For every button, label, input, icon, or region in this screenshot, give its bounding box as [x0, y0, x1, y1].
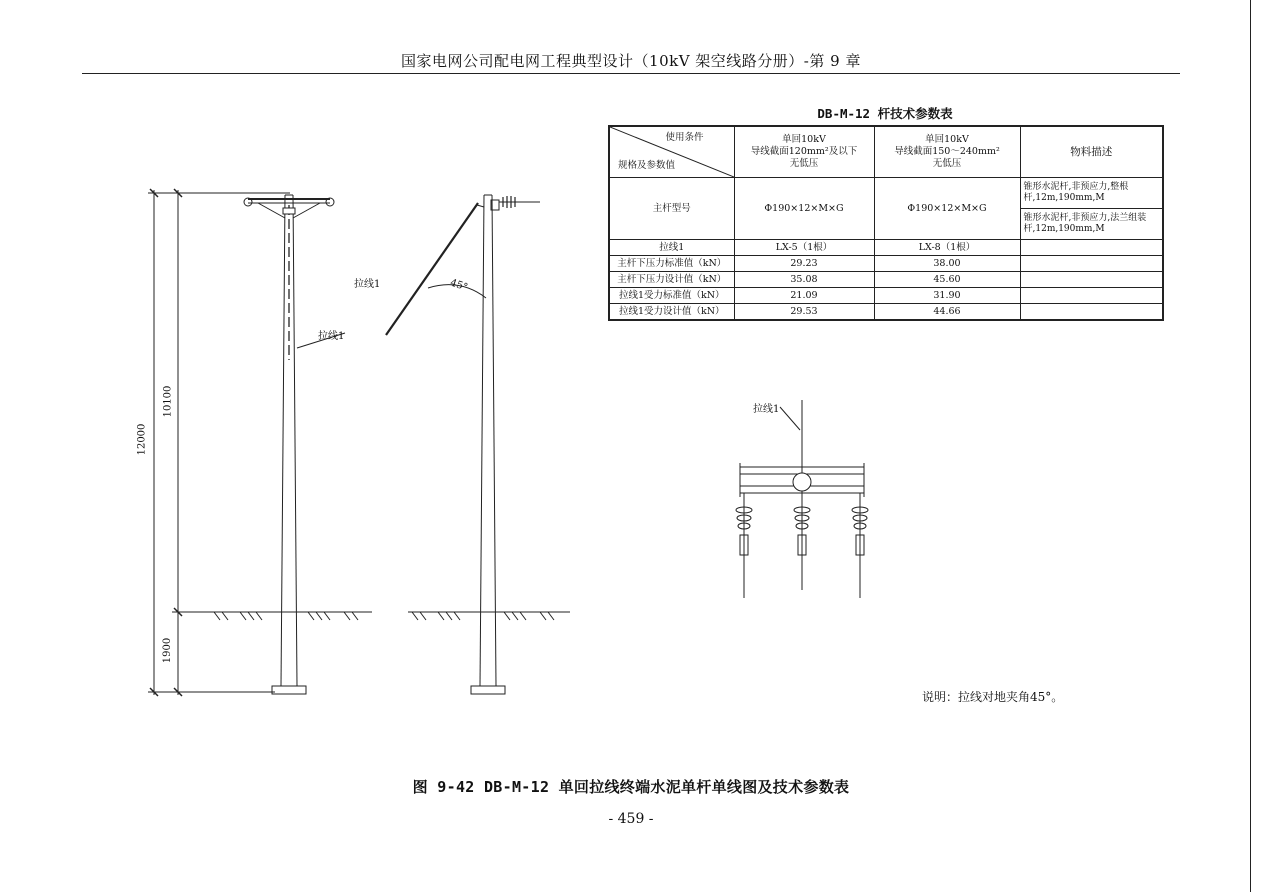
row-label: 拉线1受力标准值（kN）	[609, 288, 734, 304]
row-label: 拉线1	[609, 240, 734, 256]
label-guy-top: 拉线1	[753, 404, 780, 415]
main-pole-label: 主杆型号	[609, 178, 734, 240]
label-guy-front: 拉线1	[318, 331, 345, 342]
column-head-2-line2: 导线截面150～240mm²	[894, 146, 1000, 157]
ground-line-side	[408, 612, 570, 620]
row-value-1: 29.53	[734, 304, 874, 321]
row-label: 拉线1受力设计值（kN）	[609, 304, 734, 321]
row-label: 主杆下压力设计值（kN）	[609, 272, 734, 288]
dimension-total: 12000	[136, 423, 148, 456]
row-value-2: 45.60	[874, 272, 1020, 288]
dimension-buried: 1900	[162, 637, 174, 664]
material-desc-1: 锥形水泥杆,非预应力,整根杆,12m,190mm,M	[1020, 178, 1163, 209]
ground-line-front	[210, 612, 372, 620]
row-value-2: 38.00	[874, 256, 1020, 272]
header-title: 国家电网公司配电网工程典型设计（10kV 架空线路分册）-第 9 章	[401, 52, 861, 70]
column-head-1-line3: 无低压	[789, 158, 819, 169]
column-head-2-line3: 无低压	[932, 158, 962, 169]
figure-caption: 图 9-42 DB-M-12 单回拉线终端水泥单杆单线图及技术参数表	[412, 778, 850, 796]
label-guy-side: 拉线1	[354, 279, 381, 290]
row-value-1: 35.08	[734, 272, 874, 288]
note-text: 说明：拉线对地夹角45°。	[922, 690, 1064, 704]
row-value-1: LX-5（1根）	[734, 240, 874, 256]
insulator-right	[852, 493, 868, 598]
column-head-material: 物料描述	[1020, 126, 1163, 178]
row-value-1: 21.09	[734, 288, 874, 304]
corner-top-label: 使用条件	[665, 132, 704, 143]
page-number: - 459 -	[608, 811, 654, 827]
row-value-2: 44.66	[874, 304, 1020, 321]
insulator-left	[736, 493, 752, 598]
column-head-1-line2: 导线截面120mm²及以下	[750, 146, 858, 157]
angle-label: 45°	[448, 277, 469, 294]
row-value-2: 31.90	[874, 288, 1020, 304]
material-desc-2: 锥形水泥杆,非预应力,法兰组装杆,12m,190mm,M	[1020, 209, 1163, 240]
column-head-2-line1: 单回10kV	[925, 134, 969, 145]
row-value-1: 29.23	[734, 256, 874, 272]
main-pole-value-2: Φ190×12×M×G	[874, 178, 1020, 240]
row-value-2: LX-8（1根）	[874, 240, 1020, 256]
dimension-lines	[148, 189, 290, 696]
main-pole-value-1: Φ190×12×M×G	[734, 178, 874, 240]
top-view-assembly	[736, 400, 868, 598]
row-label: 主杆下压力标准值（kN）	[609, 256, 734, 272]
corner-bottom-label: 规格及参数值	[618, 160, 676, 171]
table-title: DB-M-12 杆技术参数表	[817, 106, 953, 121]
column-head-1-line1: 单回10kV	[782, 134, 826, 145]
dimension-above-ground: 10100	[162, 385, 174, 418]
